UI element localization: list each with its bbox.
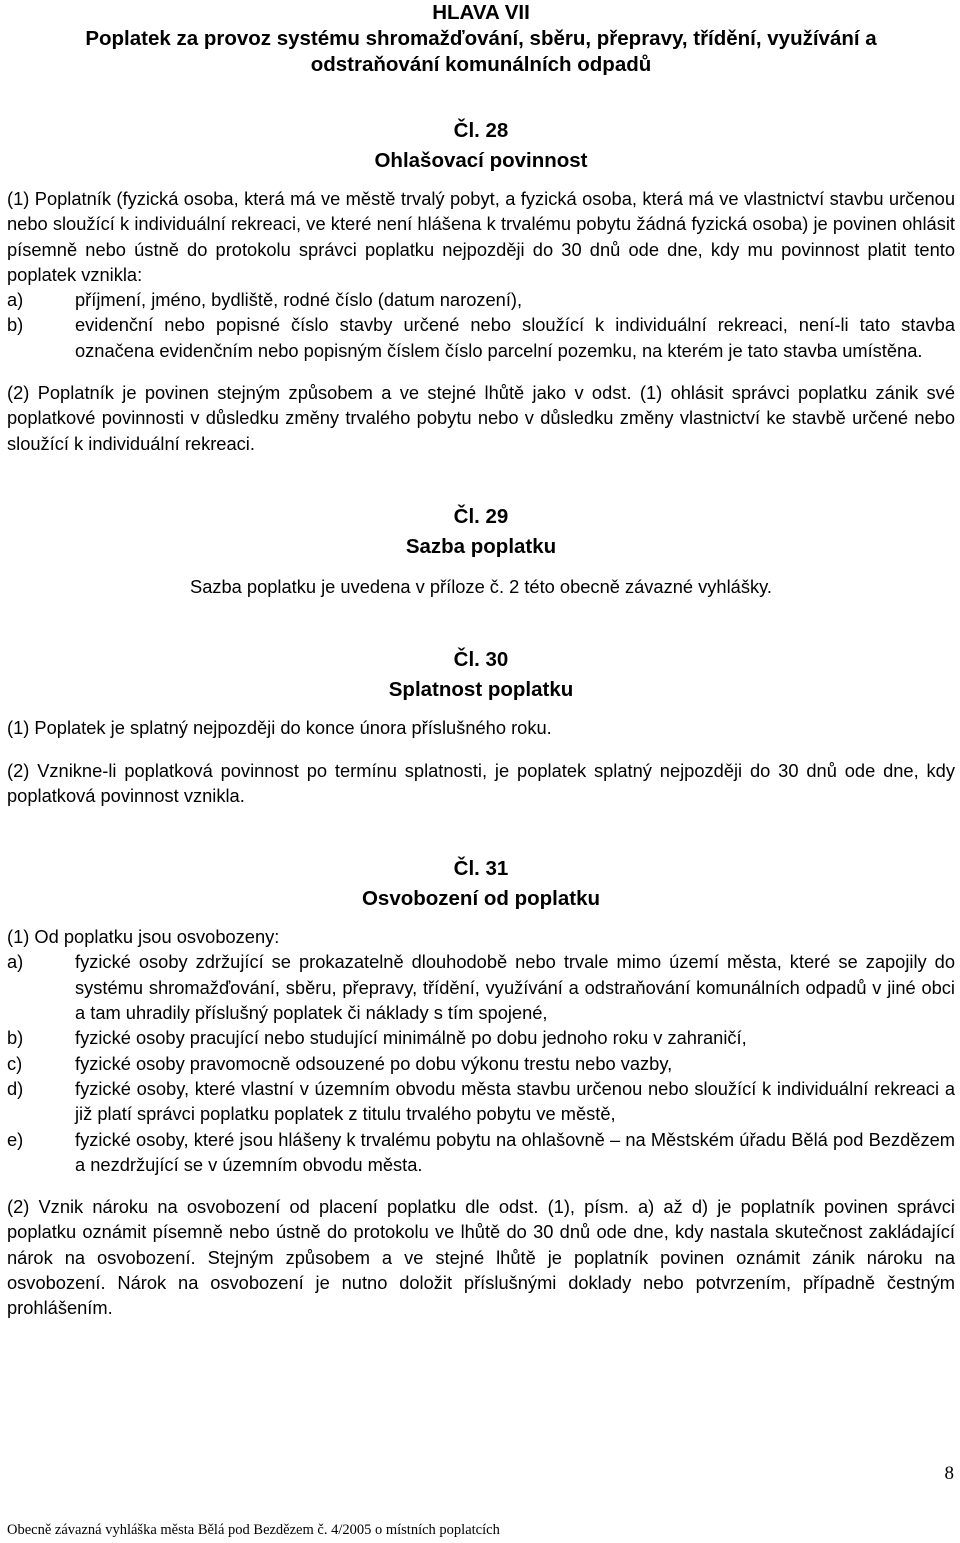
article-28-list (7, 287, 955, 363)
list-item (7, 287, 955, 312)
list-item (7, 312, 955, 363)
list-item (7, 1025, 955, 1050)
list-item-letter: d) (7, 1077, 24, 1099)
list-item-letter: c) (7, 1052, 23, 1074)
article-30-paragraph-2: (2) Vznikne-li poplatková povinnost po termínu splatnosti, je poplatek splatný nejpozději do 30 dnů ode dne, kdy poplatková povinnost vznikla. (7, 759, 955, 806)
article-29-paragraph-1: Sazba poplatku je uvedena v příloze č. 2 této obecně závazné vyhlášky. (190, 575, 772, 597)
list-item (7, 1051, 955, 1076)
list-item (7, 949, 955, 1025)
list-item-letter: a) (7, 289, 24, 311)
chapter-title-line-2: odstraňování komunálních odpadů (310, 53, 652, 76)
article-29-title: Sazba poplatku (405, 534, 557, 558)
list-item (7, 1076, 955, 1127)
article-30-number: Čl. 30 (453, 648, 509, 672)
page-footer: Obecně závazná vyhláška města Bělá pod Bezdězem č. 4/2005 o místních poplatcích (7, 1522, 500, 1538)
page-number: 8 (944, 1463, 954, 1484)
article-30-title: Splatnost poplatku (388, 678, 574, 702)
chapter-title-line-1: Poplatek za provoz systému shromažďování, sběru, přepravy, třídění, využívání a (85, 27, 877, 50)
article-31-title: Osvobození od poplatku (361, 887, 601, 911)
list-item-letter: e) (7, 1128, 24, 1150)
article-28-title: Ohlašovací povinnost (374, 149, 588, 172)
article-31-list (7, 949, 955, 1177)
chapter-label: HLAVA VII (432, 1, 530, 24)
article-31-paragraph-2: (2) Vznik nároku na osvobození od placení poplatku dle odst. (1), písm. a) až d) je poplatník povinen správci poplatku oznámit písemně nebo ústně do protokolu ve lhůtě do 30 dnů ode dne, kdy nastala skutečnost zakládající nárok na osvobození. Stejným způsobem a ve stejné lhůtě je poplatník povinen oznámit zánik nároku na osvobození. Nárok na osvobození je nutno doložit příslušnými doklady nebo potvrzením, případně čestným prohlášením. (7, 1196, 955, 1319)
article-29-number: Čl. 29 (453, 504, 509, 528)
list-item-letter: b) (7, 1027, 24, 1049)
list-item-letter: a) (7, 951, 24, 973)
list-item-text: evidenční nebo popisné číslo stavby určené nebo sloužící k individuální rekreaci, není-li tato stavba označena evidenčním nebo popisným číslem číslo parcelní pozemku, na kterém je tato stavba umístěna. (75, 314, 955, 361)
article-30-paragraph-1: (1) Poplatek je splatný nejpozději do konce února příslušného roku. (7, 717, 552, 739)
list-item-text: fyzické osoby pravomocně odsouzené po dobu výkonu trestu nebo vazby, (75, 1052, 673, 1074)
list-item (7, 1127, 955, 1178)
article-28-number: Čl. 28 (453, 119, 509, 142)
list-item-text: příjmení, jméno, bydliště, rodné číslo (datum narození), (75, 289, 523, 311)
list-item-text: fyzické osoby zdržující se prokazatelně dlouhodobě nebo trvale mimo území města, které se zapojily do systému shromažďování, sběru, přepravy, třídění, využívání a odstraňování komunálních odpadů v jiné obci a tam uhradily příslušný poplatek či náklady s tím spojené, (75, 951, 955, 1024)
list-item-text: fyzické osoby, které vlastní v územním obvodu města stavbu určenou nebo sloužící k individuální rekreaci a již platí správci poplatku poplatek z titulu trvalého pobytu ve městě, (75, 1077, 955, 1125)
list-item-text: fyzické osoby pracující nebo studující minimálně po dobu jednoho roku v zahraničí, (75, 1027, 747, 1049)
article-28-paragraph-2: (2) Poplatník je povinen stejným způsobem a ve stejné lhůtě jako v odst. (1) ohlásit správci poplatku zánik své poplatkové povinnosti v důsledku změny trvalého pobytu nebo v důsledku změny vlastnictví ke stavbě určené nebo sloužící k individuální rekreaci. (7, 382, 955, 454)
article-31-paragraph-1: (1) Od poplatku jsou osvobozeny: (7, 926, 280, 948)
list-item-letter: b) (7, 314, 24, 336)
list-item-text: fyzické osoby, které jsou hlášeny k trvalému pobytu na ohlašovně – na Městském úřadu Bělá pod Bezdězem a nezdržující se v územním obvodu města. (75, 1128, 955, 1175)
article-28-paragraph-1: (1) Poplatník (fyzická osoba, která má ve městě trvalý pobyt, a fyzická osoba, která má ve vlastnictví stavbu určenou nebo sloužící k individuální rekreaci, ve které není hlášena k trvalému pobytu žádná fyzická osoba) je povinen ohlásit písemně nebo ústně do protokolu správci poplatku nejpozději do 30 dnů ode dne, kdy mu povinnost platit tento poplatek vznikla: (7, 188, 955, 285)
article-31-number: Čl. 31 (453, 857, 509, 881)
